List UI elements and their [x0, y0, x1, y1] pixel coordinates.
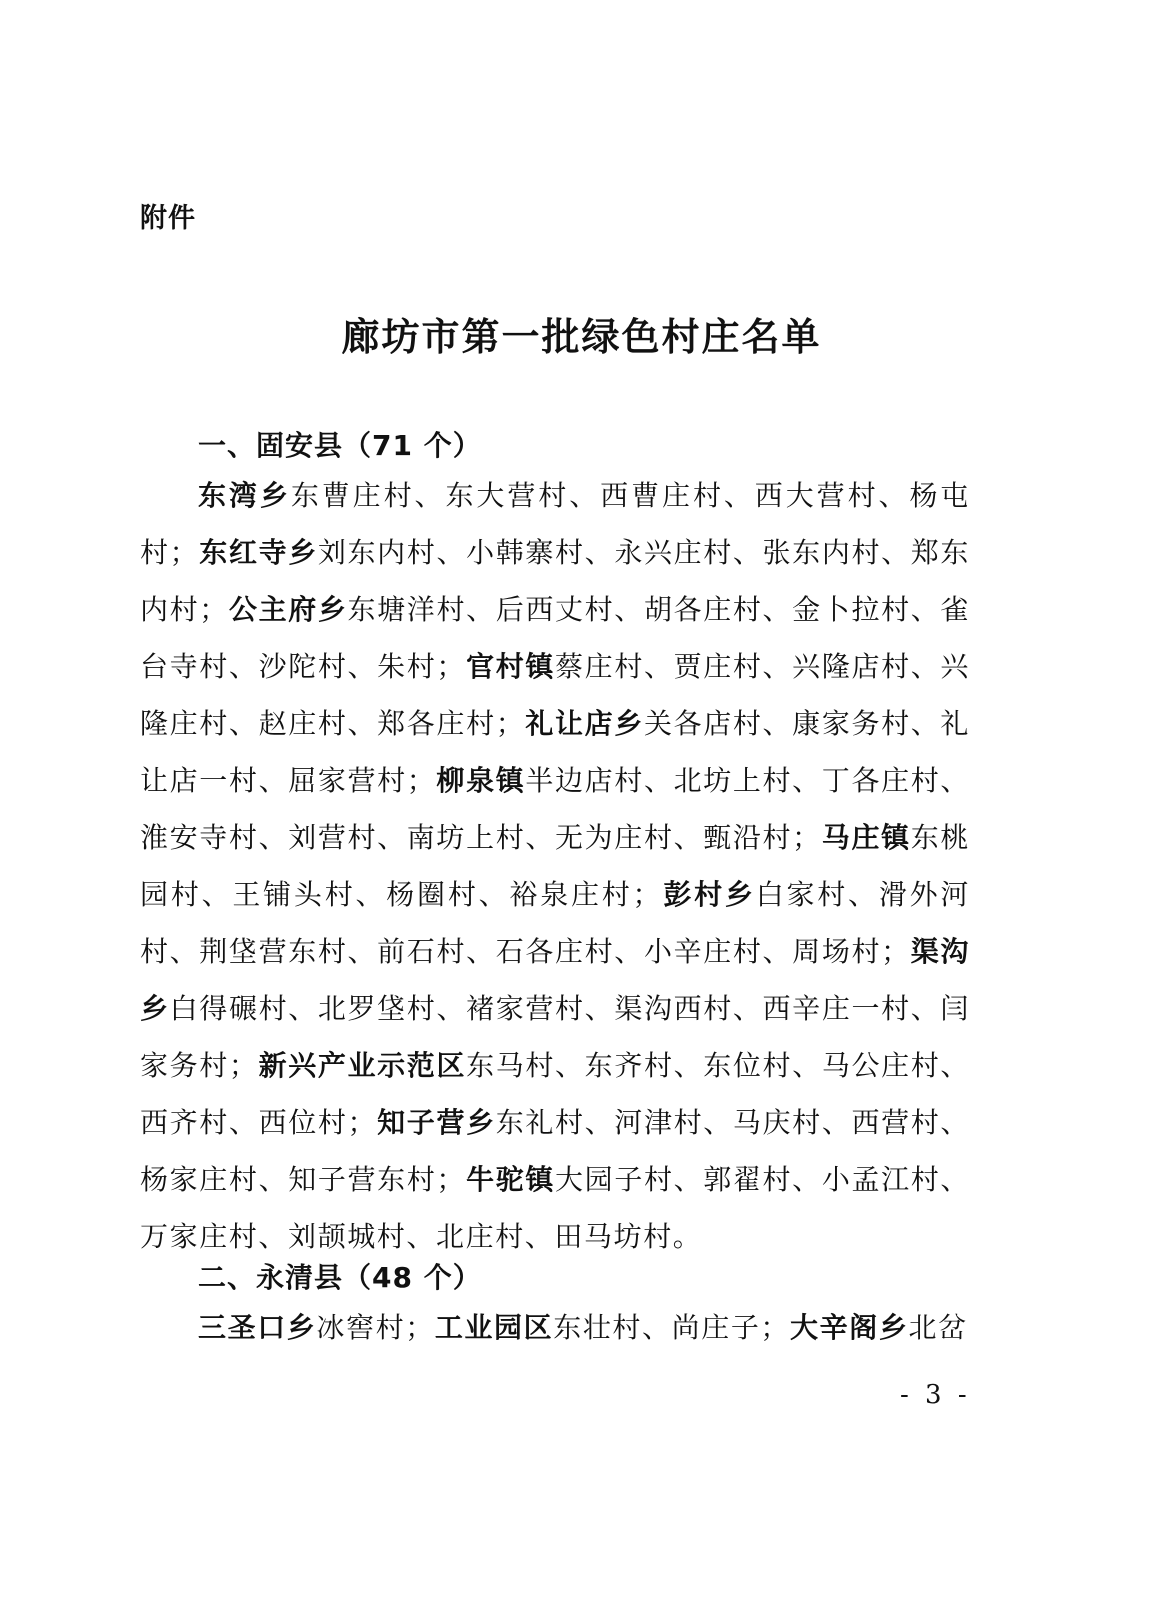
village-list: 东塘洋村、后西丈村、胡各庄村、金卜拉村、雀台寺村、沙陀村、朱村；	[140, 593, 970, 683]
town-name: 官村镇	[466, 650, 556, 683]
town-name: 彭村乡	[662, 878, 756, 911]
town-name: 工业园区	[434, 1311, 554, 1344]
village-list: 东礼村、河津村、马庆村、西营村、杨家庄村、知子营东村；	[140, 1106, 970, 1196]
section-heading-yongqing: 二、永清县（48 个）	[198, 1261, 482, 1294]
town-name: 大辛阁乡	[790, 1311, 909, 1344]
section-body-yongqing	[140, 1299, 970, 1356]
section-heading-guan: 一、固安县（71 个）	[198, 429, 482, 462]
village-list: 白家村、滑外河村、荆垡营东村、前石村、石各庄村、小辛庄村、周场村；	[140, 878, 971, 968]
village-list: 大园子村、郭翟村、小孟江村、万家庄村、刘颉城村、北庄村、田马坊村。	[140, 1163, 970, 1253]
town-name: 东红寺乡	[199, 536, 318, 569]
village-list: 北岔	[908, 1311, 968, 1344]
village-list: 半边店村、北坊上村、丁各庄村、淮安寺村、刘营村、南坊上村、无为庄村、甄沿村；	[140, 764, 970, 854]
attachment-label: 附件	[140, 203, 196, 234]
section-body-guan	[140, 467, 970, 1265]
town-name: 礼让店乡	[525, 707, 644, 740]
town-name: 知子营乡	[377, 1106, 496, 1139]
town-name: 马庄镇	[821, 821, 911, 854]
village-list: 白得碾村、北罗垡村、褚家营村、渠沟西村、西辛庄一村、闫家务村；	[140, 992, 971, 1082]
village-list: 关各店村、康家务村、礼让店一村、屈家营村；	[140, 707, 970, 797]
village-list: 东马村、东齐村、东位村、马公庄村、西齐村、西位村；	[140, 1049, 971, 1139]
village-list: 蔡庄村、贾庄村、兴隆店村、兴隆庄村、赵庄村、郑各庄村；	[140, 650, 970, 740]
village-list: 刘东内村、小韩寨村、永兴庄村、张东内村、郑东内村；	[140, 536, 971, 626]
town-name: 柳泉镇	[436, 764, 526, 797]
village-list: 东桃园村、王铺头村、杨圈村、裕泉庄村；	[140, 821, 970, 911]
village-list: 冰窖村；	[316, 1311, 435, 1344]
page-number: - 3 -	[900, 1380, 971, 1410]
town-name: 渠沟乡	[140, 935, 970, 1025]
town-name: 新兴产业示范区	[258, 1049, 467, 1082]
page-title: 廊坊市第一批绿色村庄名单	[341, 315, 822, 359]
town-name: 牛驼镇	[466, 1163, 556, 1196]
village-list: 东壮村、尚庄子；	[553, 1311, 791, 1344]
town-name: 三圣口乡	[198, 1311, 317, 1344]
town-name: 东湾乡	[198, 479, 291, 512]
village-list: 东曹庄村、东大营村、西曹庄村、西大营村、杨屯村；	[140, 479, 971, 569]
town-name: 公主府乡	[228, 593, 348, 626]
